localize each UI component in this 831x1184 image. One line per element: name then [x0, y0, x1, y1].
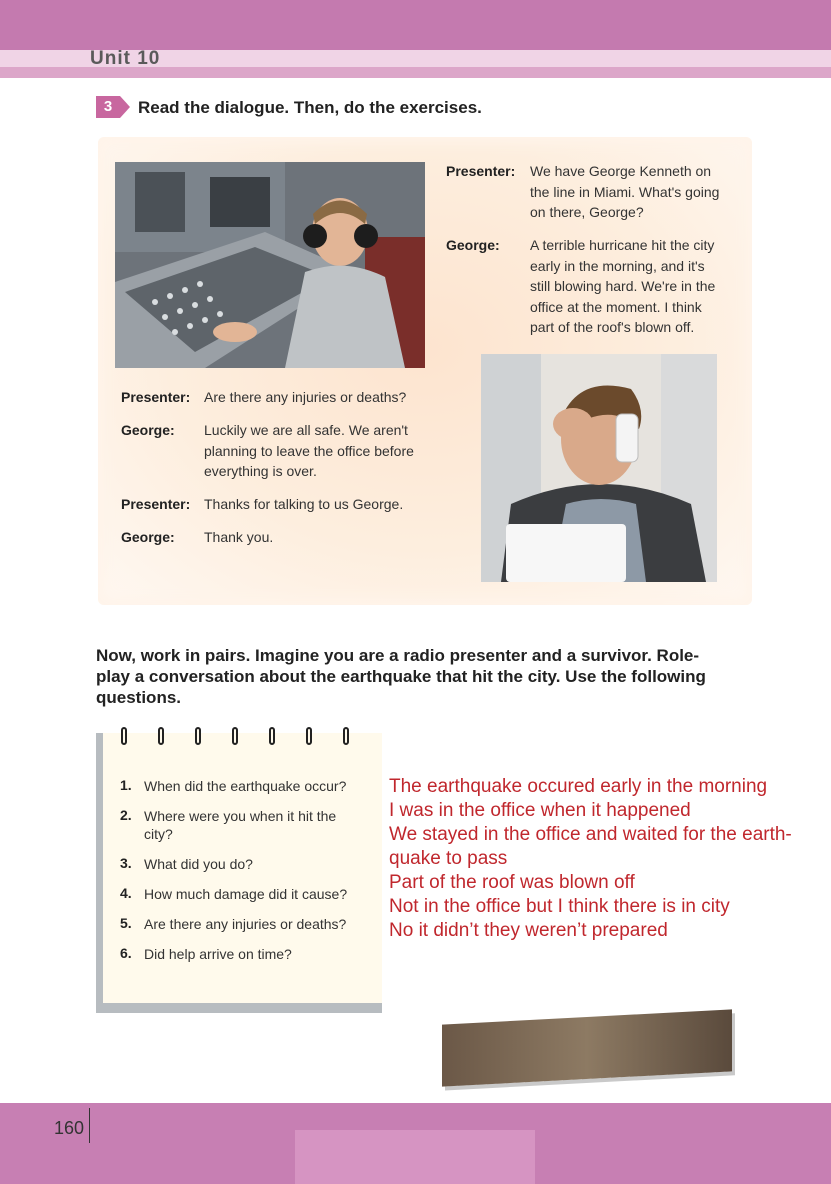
- footer-band-accent: [295, 1130, 535, 1184]
- instruction-line: play a conversation about the earthquake that hit the city. Use the following: [96, 667, 706, 686]
- question-text: Where were you when it hit the city?: [144, 808, 337, 842]
- question-number: 2.: [120, 807, 132, 823]
- question-text: Did help arrive on time?: [144, 946, 292, 962]
- speaker-presenter-2: Presenter:: [121, 389, 191, 405]
- question-number: 1.: [120, 777, 132, 793]
- radio-presenter-photo: [115, 162, 425, 368]
- question-text: Are there any injuries or deaths?: [144, 916, 347, 932]
- question-text: How much damage did it cause?: [144, 886, 348, 902]
- answer-line: The earthquake occured early in the morning: [389, 776, 768, 797]
- question-number: 3.: [120, 855, 132, 871]
- answer-line: Part of the roof was blown off: [389, 872, 635, 893]
- dialogue-line: part of the roof's blown off.: [530, 319, 695, 335]
- dialogue-line: everything is over.: [204, 463, 317, 479]
- dialogue-line: office at the moment. I think: [530, 298, 702, 315]
- answer-line: No it didn’t they weren’t prepared: [389, 920, 668, 941]
- spiral-ring-icon: [343, 727, 349, 745]
- pair-work-instruction: [96, 645, 746, 708]
- page-number-divider: [89, 1108, 90, 1143]
- dialogue-line: Thanks for talking to us George.: [204, 496, 404, 512]
- question-text: What did you do?: [144, 856, 253, 872]
- header-band-mid: [0, 67, 831, 78]
- dialogue-line: early in the morning, and it's: [530, 257, 705, 274]
- page-number: 160: [54, 1118, 85, 1138]
- dialogue-line: Are there any injuries or deaths?: [204, 389, 407, 405]
- answer-line: quake to pass: [389, 848, 508, 869]
- instruction-line: questions.: [96, 688, 182, 707]
- exercise-number-badge: 3: [96, 96, 120, 118]
- speaker-presenter-3: Presenter:: [121, 496, 191, 512]
- badge-arrow-icon: [120, 96, 130, 118]
- spiral-ring-icon: [306, 727, 312, 745]
- earthquake-rubble-photo: [442, 1009, 732, 1086]
- header-band: [0, 0, 831, 50]
- spiral-ring-icon: [232, 727, 238, 745]
- question-text: When did the earthquake occur?: [144, 778, 347, 794]
- dialogue-line: still blowing hard. We're in the: [530, 278, 716, 294]
- spiral-ring-icon: [269, 727, 275, 745]
- dialogue-line: planning to leave the office before: [204, 442, 414, 459]
- speaker-presenter-1: Presenter:: [446, 163, 516, 179]
- speaker-george-2: George:: [121, 422, 175, 438]
- instruction-line: Now, work in pairs. Imagine you are a radio presenter and a survivor. Role-: [96, 646, 700, 665]
- question-number: 4.: [120, 885, 132, 901]
- dialogue-line: the line in Miami. What's going: [530, 183, 720, 200]
- dialogue-line: on there, George?: [530, 204, 644, 220]
- speaker-george-3: George:: [121, 529, 175, 545]
- survivor-on-phone-photo: [481, 354, 717, 582]
- spiral-ring-icon: [195, 727, 201, 745]
- question-number: 6.: [120, 945, 132, 961]
- question-number: 5.: [120, 915, 132, 931]
- spiral-ring-icon: [158, 727, 164, 745]
- dialogue-line: A terrible hurricane hit the city: [530, 237, 715, 253]
- answer-line: I was in the office when it happened: [389, 800, 691, 821]
- dialogue-line: Luckily we are all safe. We aren't: [204, 422, 408, 438]
- answers-block: [389, 775, 809, 943]
- speaker-george-1: George:: [446, 237, 500, 253]
- dialogue-line: Thank you.: [204, 529, 274, 545]
- answer-line: We stayed in the office and waited for the earth-: [389, 824, 792, 845]
- unit-label: Unit 10: [90, 48, 161, 68]
- exercise-title: Read the dialogue. Then, do the exercises.: [138, 98, 482, 117]
- answer-line: Not in the office but I think there is in city: [389, 896, 730, 917]
- dialogue-line: We have George Kenneth on: [530, 163, 712, 179]
- spiral-ring-icon: [121, 727, 127, 745]
